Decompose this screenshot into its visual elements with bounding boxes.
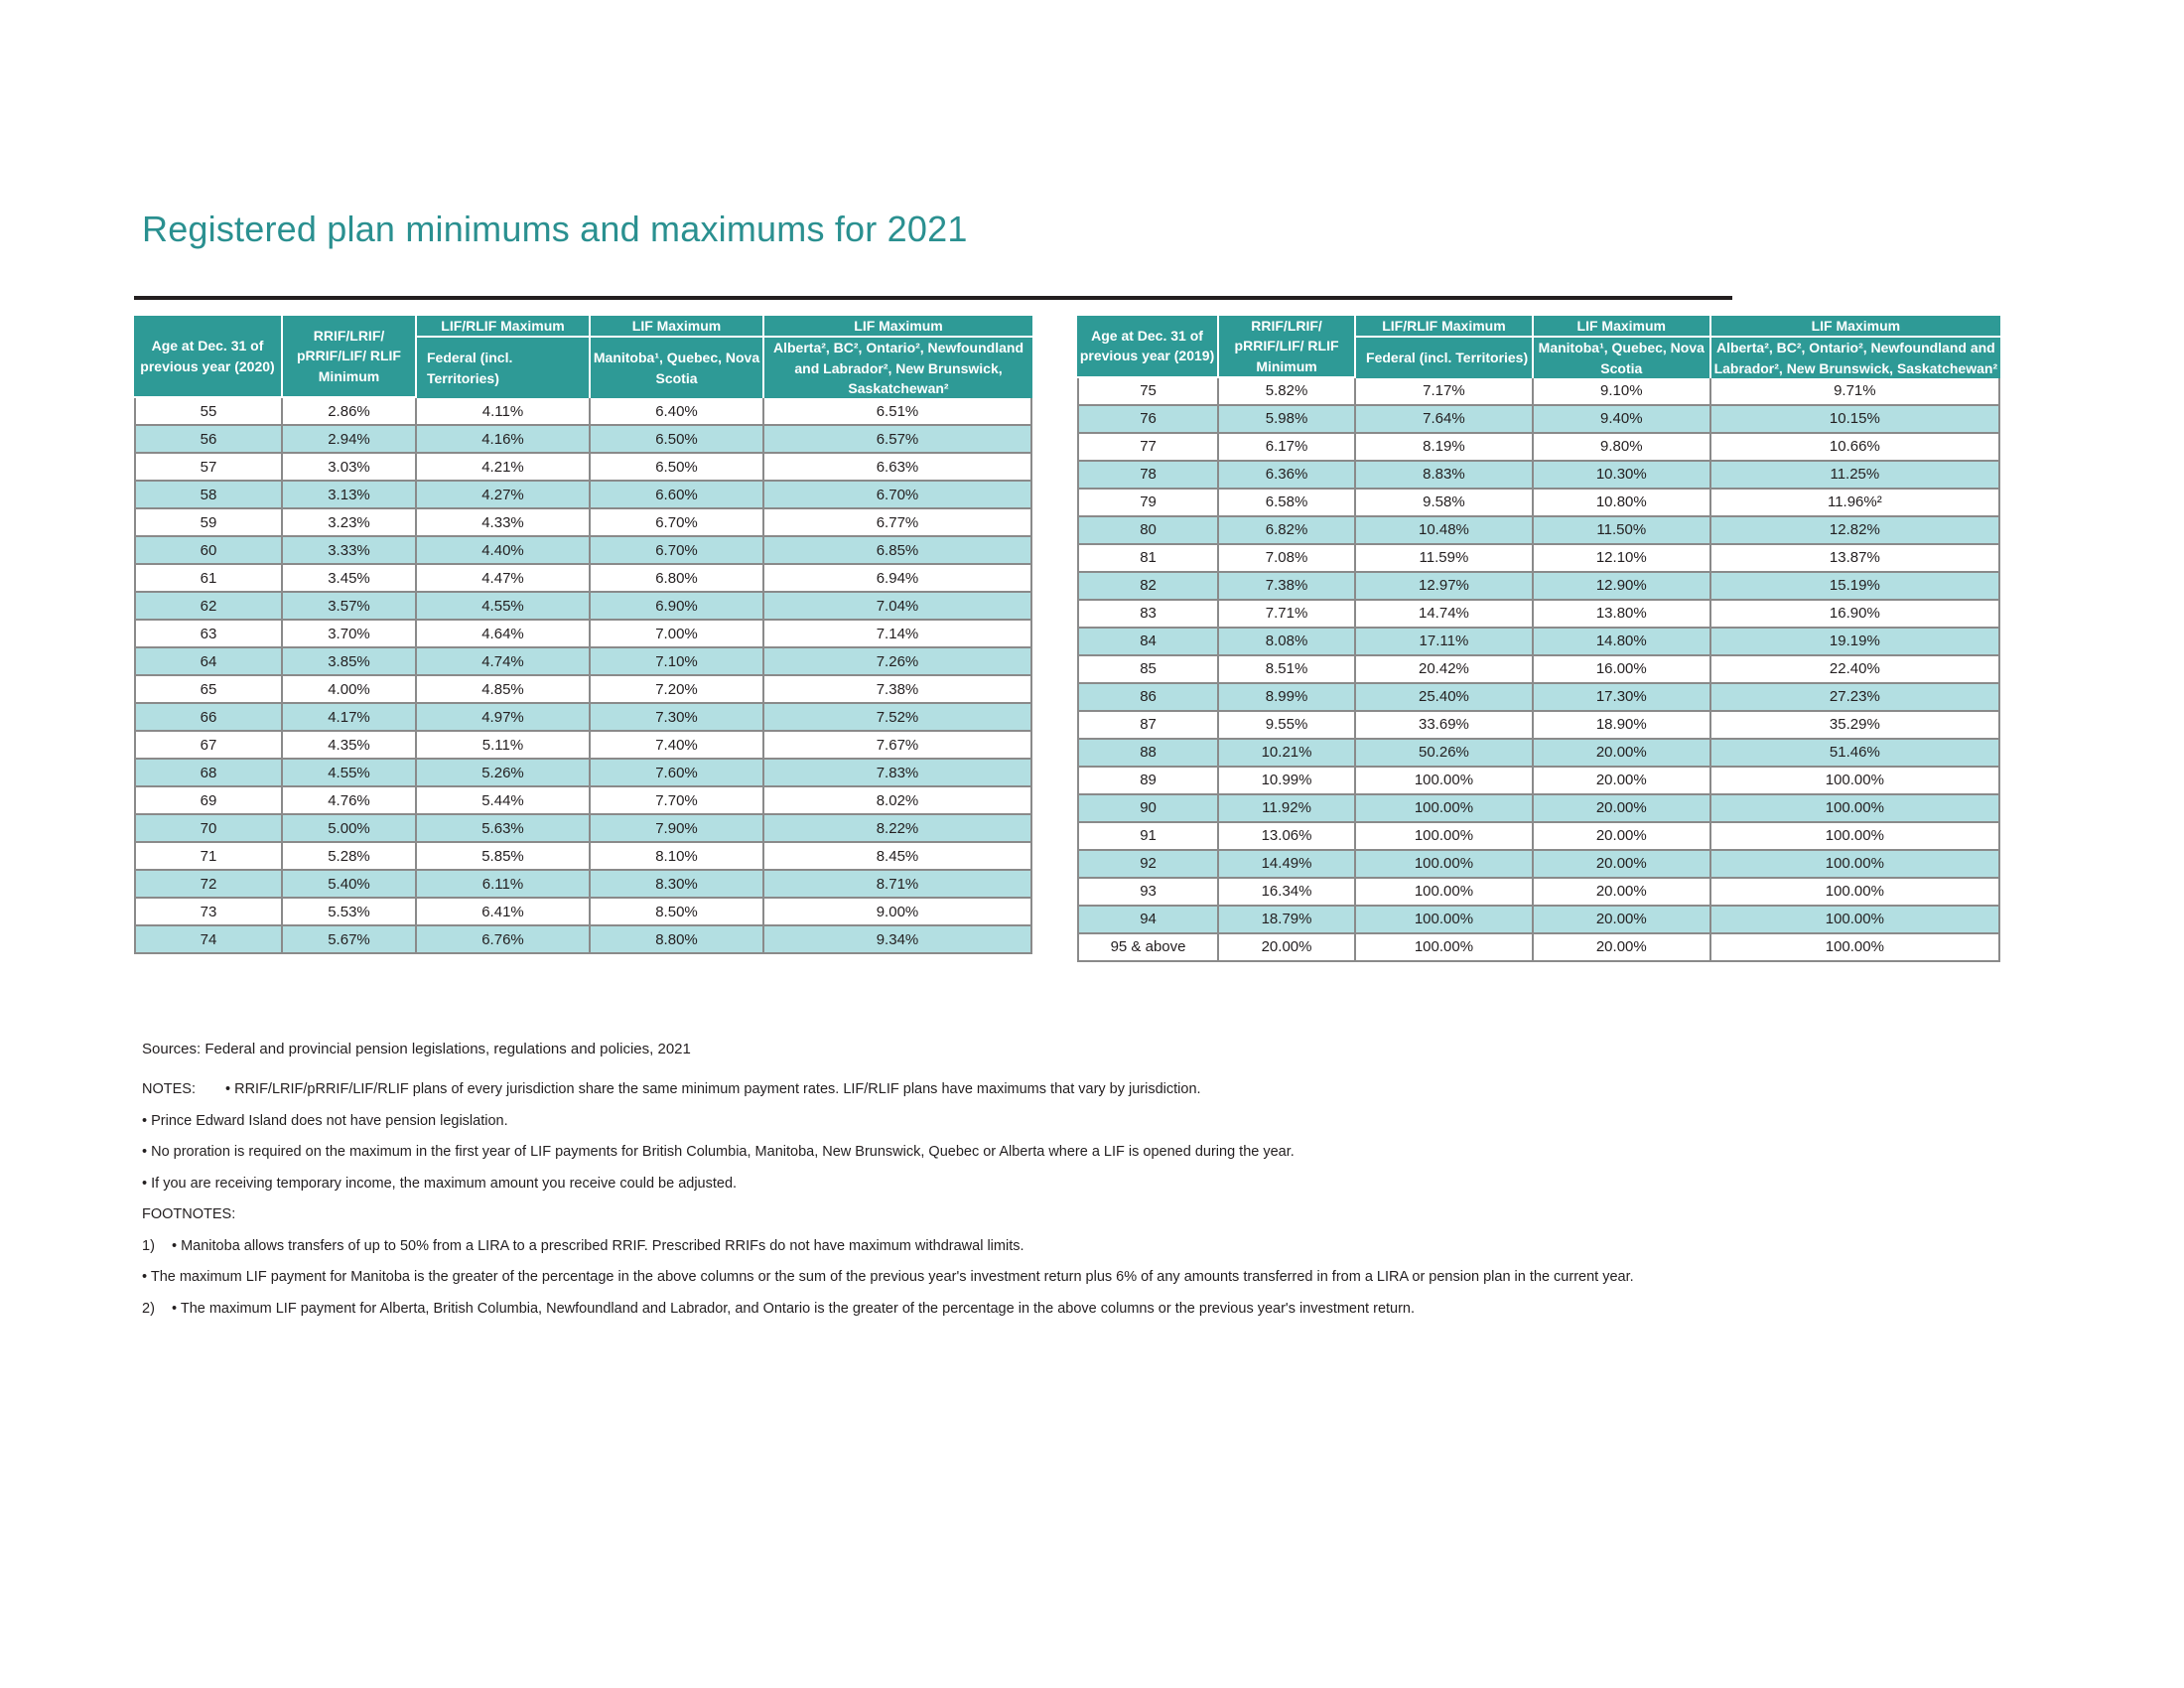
cell-rate: 4.17% (283, 704, 417, 732)
cell-rate: 6.57% (764, 426, 1032, 454)
cell-rate: 7.90% (591, 815, 764, 843)
header-minimum-right: RRIF/LRIF/ pRRIF/LIF/ RLIF Minimum (1219, 316, 1356, 378)
cell-rate: 100.00% (1356, 851, 1534, 879)
cell-rate: 6.77% (764, 509, 1032, 537)
cell-rate: 10.66% (1711, 434, 2000, 462)
cell-rate: 8.71% (764, 871, 1032, 899)
cell-rate: 20.00% (1534, 934, 1711, 962)
table-row (134, 426, 1032, 454)
cell-age: 59 (134, 509, 283, 537)
footnote-2-number: 2) (142, 1300, 155, 1317)
cell-age: 89 (1077, 768, 1219, 795)
cell-rate: 100.00% (1711, 879, 2000, 907)
cell-age: 57 (134, 454, 283, 482)
cell-age: 84 (1077, 629, 1219, 656)
cell-rate: 5.53% (283, 899, 417, 926)
table-row (134, 760, 1032, 787)
cell-rate: 4.55% (417, 593, 591, 621)
cell-rate: 3.45% (283, 565, 417, 593)
table-row (1077, 656, 2000, 684)
cell-rate: 51.46% (1711, 740, 2000, 768)
cell-rate: 8.80% (591, 926, 764, 954)
cell-rate: 20.00% (1534, 879, 1711, 907)
cell-rate: 12.82% (1711, 517, 2000, 545)
sources-line: Sources: Federal and provincial pension legislations, regulations and policies, 2021 (142, 1041, 691, 1057)
page-title: Registered plan minimums and maximums for 2021 (142, 209, 968, 249)
table-row (1077, 545, 2000, 573)
cell-age: 65 (134, 676, 283, 704)
cell-rate: 7.83% (764, 760, 1032, 787)
cell-age: 79 (1077, 490, 1219, 517)
cell-rate: 4.76% (283, 787, 417, 815)
cell-rate: 20.00% (1534, 740, 1711, 768)
cell-age: 77 (1077, 434, 1219, 462)
cell-rate: 33.69% (1356, 712, 1534, 740)
table-row (134, 843, 1032, 871)
cell-rate: 13.87% (1711, 545, 2000, 573)
cell-age: 72 (134, 871, 283, 899)
cell-rate: 10.80% (1534, 490, 1711, 517)
cell-rate: 20.00% (1219, 934, 1356, 962)
cell-rate: 100.00% (1356, 879, 1534, 907)
cell-rate: 8.99% (1219, 684, 1356, 712)
cell-rate: 6.70% (591, 537, 764, 565)
cell-age: 64 (134, 648, 283, 676)
cell-rate: 9.71% (1711, 378, 2000, 406)
subheader-manitoba-quebec-ns-left: Manitoba¹, Quebec, Nova Scotia (591, 338, 764, 398)
cell-rate: 4.64% (417, 621, 591, 648)
cell-rate: 9.10% (1534, 378, 1711, 406)
cell-rate: 9.00% (764, 899, 1032, 926)
cell-rate: 7.38% (764, 676, 1032, 704)
subheader-alberta-bc-ontario-right: Alberta², BC², Ontario², Newfoundland and Labrador², New Brunswick, Saskatchewan² (1711, 338, 2000, 378)
cell-rate: 4.85% (417, 676, 591, 704)
note-line-1 (142, 1082, 2127, 1097)
cell-rate: 14.74% (1356, 601, 1534, 629)
cell-rate: 22.40% (1711, 656, 2000, 684)
notes-label: NOTES: (142, 1081, 196, 1097)
cell-age: 94 (1077, 907, 1219, 934)
table-right-body (1077, 378, 2000, 962)
cell-rate: 5.11% (417, 732, 591, 760)
note-line-2: • Prince Edward Island does not have pension legislation. (142, 1112, 508, 1129)
cell-rate: 100.00% (1356, 795, 1534, 823)
table-row (1077, 601, 2000, 629)
notes-block (142, 1082, 2127, 1333)
table-row (1077, 879, 2000, 907)
cell-age: 68 (134, 760, 283, 787)
cell-rate: 9.34% (764, 926, 1032, 954)
table-row (134, 676, 1032, 704)
table-row (1077, 490, 2000, 517)
cell-rate: 12.97% (1356, 573, 1534, 601)
cell-rate: 4.27% (417, 482, 591, 509)
cell-rate: 8.83% (1356, 462, 1534, 490)
cell-age: 67 (134, 732, 283, 760)
cell-rate: 16.00% (1534, 656, 1711, 684)
table-row (1077, 712, 2000, 740)
cell-rate: 3.70% (283, 621, 417, 648)
cell-age: 55 (134, 398, 283, 426)
cell-rate: 6.76% (417, 926, 591, 954)
table-row (134, 648, 1032, 676)
cell-rate: 8.50% (591, 899, 764, 926)
minimums-maximums-table-left (134, 316, 1032, 954)
table-row (1077, 517, 2000, 545)
cell-rate: 16.34% (1219, 879, 1356, 907)
cell-rate: 5.40% (283, 871, 417, 899)
footnote-2-text: • The maximum LIF payment for Alberta, British Columbia, Newfoundland and Labrador, and Ontario is the greater of the percentage in the above columns or the previous year's investment return. (172, 1300, 1416, 1317)
cell-rate: 7.30% (591, 704, 764, 732)
cell-rate: 9.55% (1219, 712, 1356, 740)
table-row (134, 787, 1032, 815)
cell-rate: 6.70% (764, 482, 1032, 509)
minimums-maximums-table-right (1077, 316, 2000, 962)
cell-rate: 18.90% (1534, 712, 1711, 740)
cell-rate: 4.33% (417, 509, 591, 537)
cell-rate: 5.28% (283, 843, 417, 871)
cell-age: 74 (134, 926, 283, 954)
cell-rate: 5.85% (417, 843, 591, 871)
table-row (1077, 378, 2000, 406)
cell-rate: 11.59% (1356, 545, 1534, 573)
cell-rate: 4.11% (417, 398, 591, 426)
cell-rate: 4.47% (417, 565, 591, 593)
header-age-left: Age at Dec. 31 of previous year (2020) (134, 316, 283, 398)
cell-rate: 6.90% (591, 593, 764, 621)
cell-age: 93 (1077, 879, 1219, 907)
cell-age: 83 (1077, 601, 1219, 629)
cell-rate: 3.23% (283, 509, 417, 537)
cell-rate: 6.41% (417, 899, 591, 926)
table-row (134, 871, 1032, 899)
cell-rate: 6.50% (591, 426, 764, 454)
cell-rate: 100.00% (1356, 768, 1534, 795)
cell-rate: 7.70% (591, 787, 764, 815)
cell-age: 91 (1077, 823, 1219, 851)
cell-rate: 4.74% (417, 648, 591, 676)
cell-rate: 100.00% (1356, 823, 1534, 851)
cell-rate: 100.00% (1711, 768, 2000, 795)
cell-rate: 7.26% (764, 648, 1032, 676)
cell-rate: 8.19% (1356, 434, 1534, 462)
cell-age: 61 (134, 565, 283, 593)
cell-rate: 15.19% (1711, 573, 2000, 601)
cell-rate: 4.35% (283, 732, 417, 760)
cell-rate: 10.99% (1219, 768, 1356, 795)
cell-rate: 11.96%² (1711, 490, 2000, 517)
note-1-text: • RRIF/LRIF/pRRIF/LIF/RLIF plans of every jurisdiction share the same minimum payment rates. LIF/RLIF plans have maximums that vary by jurisdiction. (225, 1081, 1201, 1097)
table-row (134, 704, 1032, 732)
header-lif-max-mb-left: LIF Maximum (591, 316, 764, 338)
cell-rate: 2.94% (283, 426, 417, 454)
cell-rate: 8.45% (764, 843, 1032, 871)
subheader-manitoba-quebec-ns-right: Manitoba¹, Quebec, Nova Scotia (1534, 338, 1711, 378)
cell-rate: 20.00% (1534, 823, 1711, 851)
cell-age: 82 (1077, 573, 1219, 601)
cell-age: 73 (134, 899, 283, 926)
cell-rate: 5.26% (417, 760, 591, 787)
table-row (134, 593, 1032, 621)
cell-rate: 16.90% (1711, 601, 2000, 629)
cell-age: 71 (134, 843, 283, 871)
cell-rate: 7.20% (591, 676, 764, 704)
cell-rate: 17.11% (1356, 629, 1534, 656)
table-row (1077, 934, 2000, 962)
cell-age: 70 (134, 815, 283, 843)
table-row (1077, 907, 2000, 934)
cell-rate: 17.30% (1534, 684, 1711, 712)
cell-rate: 11.92% (1219, 795, 1356, 823)
header-lifrlif-max-left: LIF/RLIF Maximum (417, 316, 591, 338)
cell-rate: 20.00% (1534, 768, 1711, 795)
cell-age: 80 (1077, 517, 1219, 545)
cell-rate: 6.50% (591, 454, 764, 482)
table-row (134, 926, 1032, 954)
cell-age: 85 (1077, 656, 1219, 684)
cell-rate: 12.90% (1534, 573, 1711, 601)
table-row (134, 621, 1032, 648)
cell-rate: 5.00% (283, 815, 417, 843)
cell-age: 88 (1077, 740, 1219, 768)
cell-rate: 7.14% (764, 621, 1032, 648)
cell-rate: 100.00% (1356, 907, 1534, 934)
table-row (1077, 629, 2000, 656)
cell-rate: 13.06% (1219, 823, 1356, 851)
cell-rate: 100.00% (1711, 934, 2000, 962)
cell-age: 62 (134, 593, 283, 621)
cell-rate: 4.40% (417, 537, 591, 565)
subheader-federal-right: Federal (incl. Territories) (1356, 338, 1534, 378)
cell-rate: 20.00% (1534, 851, 1711, 879)
cell-rate: 10.48% (1356, 517, 1534, 545)
cell-age: 76 (1077, 406, 1219, 434)
cell-rate: 20.42% (1356, 656, 1534, 684)
table-row (1077, 434, 2000, 462)
cell-age: 75 (1077, 378, 1219, 406)
title-divider-rule (134, 296, 1732, 300)
cell-rate: 3.13% (283, 482, 417, 509)
cell-rate: 14.80% (1534, 629, 1711, 656)
cell-rate: 11.25% (1711, 462, 2000, 490)
cell-rate: 7.60% (591, 760, 764, 787)
cell-rate: 6.85% (764, 537, 1032, 565)
cell-rate: 9.58% (1356, 490, 1534, 517)
cell-age: 78 (1077, 462, 1219, 490)
cell-age: 81 (1077, 545, 1219, 573)
cell-age: 56 (134, 426, 283, 454)
cell-rate: 9.40% (1534, 406, 1711, 434)
cell-age: 66 (134, 704, 283, 732)
header-lifrlif-max-right: LIF/RLIF Maximum (1356, 316, 1534, 338)
cell-rate: 6.80% (591, 565, 764, 593)
table-row (134, 482, 1032, 509)
footnotes-label: FOOTNOTES: (142, 1206, 236, 1222)
cell-rate: 12.10% (1534, 545, 1711, 573)
cell-rate: 4.16% (417, 426, 591, 454)
cell-rate: 7.67% (764, 732, 1032, 760)
cell-rate: 4.97% (417, 704, 591, 732)
cell-rate: 7.64% (1356, 406, 1534, 434)
table-row (134, 454, 1032, 482)
table-left-header (134, 316, 1032, 398)
cell-rate: 7.00% (591, 621, 764, 648)
cell-rate: 19.19% (1711, 629, 2000, 656)
cell-rate: 6.58% (1219, 490, 1356, 517)
cell-rate: 6.63% (764, 454, 1032, 482)
cell-rate: 100.00% (1711, 795, 2000, 823)
footnote-1-line-b: • The maximum LIF payment for Manitoba is the greater of the percentage in the above columns or the sum of the previous year's investment return plus 6% of any amounts transferred in from a LIRA or pension plan in the current year. (142, 1269, 1634, 1285)
cell-age: 60 (134, 537, 283, 565)
cell-rate: 7.38% (1219, 573, 1356, 601)
cell-rate: 7.08% (1219, 545, 1356, 573)
cell-age: 58 (134, 482, 283, 509)
cell-rate: 50.26% (1356, 740, 1534, 768)
cell-age: 87 (1077, 712, 1219, 740)
cell-rate: 100.00% (1356, 934, 1534, 962)
cell-rate: 100.00% (1711, 823, 2000, 851)
cell-rate: 35.29% (1711, 712, 2000, 740)
cell-rate: 3.57% (283, 593, 417, 621)
table-row (1077, 406, 2000, 434)
table-row (134, 899, 1032, 926)
header-age-right: Age at Dec. 31 of previous year (2019) (1077, 316, 1219, 378)
cell-age: 95 & above (1077, 934, 1219, 962)
cell-age: 63 (134, 621, 283, 648)
cell-rate: 18.79% (1219, 907, 1356, 934)
table-row (1077, 573, 2000, 601)
cell-rate: 6.70% (591, 509, 764, 537)
cell-rate: 4.21% (417, 454, 591, 482)
table-row (1077, 823, 2000, 851)
cell-rate: 7.71% (1219, 601, 1356, 629)
table-row (134, 537, 1032, 565)
table-row (134, 509, 1032, 537)
cell-rate: 6.82% (1219, 517, 1356, 545)
cell-rate: 7.17% (1356, 378, 1534, 406)
table-row (134, 565, 1032, 593)
cell-rate: 3.03% (283, 454, 417, 482)
cell-age: 92 (1077, 851, 1219, 879)
cell-rate: 6.17% (1219, 434, 1356, 462)
cell-rate: 8.02% (764, 787, 1032, 815)
table-row (134, 815, 1032, 843)
table-row (1077, 740, 2000, 768)
table-row (134, 398, 1032, 426)
cell-rate: 13.80% (1534, 601, 1711, 629)
table-row (1077, 462, 2000, 490)
cell-rate: 20.00% (1534, 907, 1711, 934)
header-minimum-left: RRIF/LRIF/ pRRIF/LIF/ RLIF Minimum (283, 316, 417, 398)
cell-rate: 6.40% (591, 398, 764, 426)
cell-age: 86 (1077, 684, 1219, 712)
cell-rate: 8.08% (1219, 629, 1356, 656)
cell-rate: 4.55% (283, 760, 417, 787)
cell-rate: 8.22% (764, 815, 1032, 843)
footnote-1-number: 1) (142, 1237, 155, 1254)
table-row (1077, 795, 2000, 823)
cell-rate: 100.00% (1711, 851, 2000, 879)
cell-rate: 100.00% (1711, 907, 2000, 934)
cell-rate: 7.10% (591, 648, 764, 676)
cell-age: 69 (134, 787, 283, 815)
cell-rate: 6.94% (764, 565, 1032, 593)
cell-rate: 25.40% (1356, 684, 1534, 712)
cell-rate: 5.98% (1219, 406, 1356, 434)
cell-rate: 20.00% (1534, 795, 1711, 823)
footnote-2-line (142, 1302, 2127, 1317)
cell-rate: 5.44% (417, 787, 591, 815)
table-row (1077, 851, 2000, 879)
cell-rate: 8.30% (591, 871, 764, 899)
cell-rate: 9.80% (1534, 434, 1711, 462)
cell-rate: 5.63% (417, 815, 591, 843)
cell-rate: 3.33% (283, 537, 417, 565)
note-line-3: • No proration is required on the maximum in the first year of LIF payments for British Columbia, Manitoba, New Brunswick, Quebec or Alberta where a LIF is opened during the year. (142, 1144, 1295, 1160)
cell-rate: 5.82% (1219, 378, 1356, 406)
cell-rate: 8.51% (1219, 656, 1356, 684)
cell-rate: 6.60% (591, 482, 764, 509)
subheader-federal-left: Federal (incl. Territories) (417, 338, 591, 398)
header-lif-max-mb-right: LIF Maximum (1534, 316, 1711, 338)
cell-rate: 14.49% (1219, 851, 1356, 879)
footnote-1a-text: • Manitoba allows transfers of up to 50% from a LIRA to a prescribed RRIF. Prescribed RRIFs do not have maximum withdrawal limits. (172, 1237, 1024, 1254)
cell-rate: 6.36% (1219, 462, 1356, 490)
cell-rate: 2.86% (283, 398, 417, 426)
header-lif-max-ab-right: LIF Maximum (1711, 316, 2000, 338)
table-right-header (1077, 316, 2000, 378)
cell-rate: 27.23% (1711, 684, 2000, 712)
cell-rate: 5.67% (283, 926, 417, 954)
cell-age: 90 (1077, 795, 1219, 823)
table-left-body (134, 398, 1032, 954)
cell-rate: 10.21% (1219, 740, 1356, 768)
cell-rate: 7.52% (764, 704, 1032, 732)
cell-rate: 10.15% (1711, 406, 2000, 434)
cell-rate: 8.10% (591, 843, 764, 871)
cell-rate: 6.51% (764, 398, 1032, 426)
cell-rate: 7.04% (764, 593, 1032, 621)
note-line-4: • If you are receiving temporary income, the maximum amount you receive could be adjusted. (142, 1175, 738, 1192)
header-lif-max-ab-left: LIF Maximum (764, 316, 1032, 338)
footnote-1-line-a (142, 1239, 2127, 1254)
table-row (1077, 684, 2000, 712)
cell-rate: 10.30% (1534, 462, 1711, 490)
table-row (134, 732, 1032, 760)
subheader-alberta-bc-ontario-left: Alberta², BC², Ontario², Newfoundland and Labrador², New Brunswick, Saskatchewan² (764, 338, 1032, 398)
cell-rate: 6.11% (417, 871, 591, 899)
table-row (1077, 768, 2000, 795)
cell-rate: 7.40% (591, 732, 764, 760)
cell-rate: 4.00% (283, 676, 417, 704)
cell-rate: 11.50% (1534, 517, 1711, 545)
cell-rate: 3.85% (283, 648, 417, 676)
